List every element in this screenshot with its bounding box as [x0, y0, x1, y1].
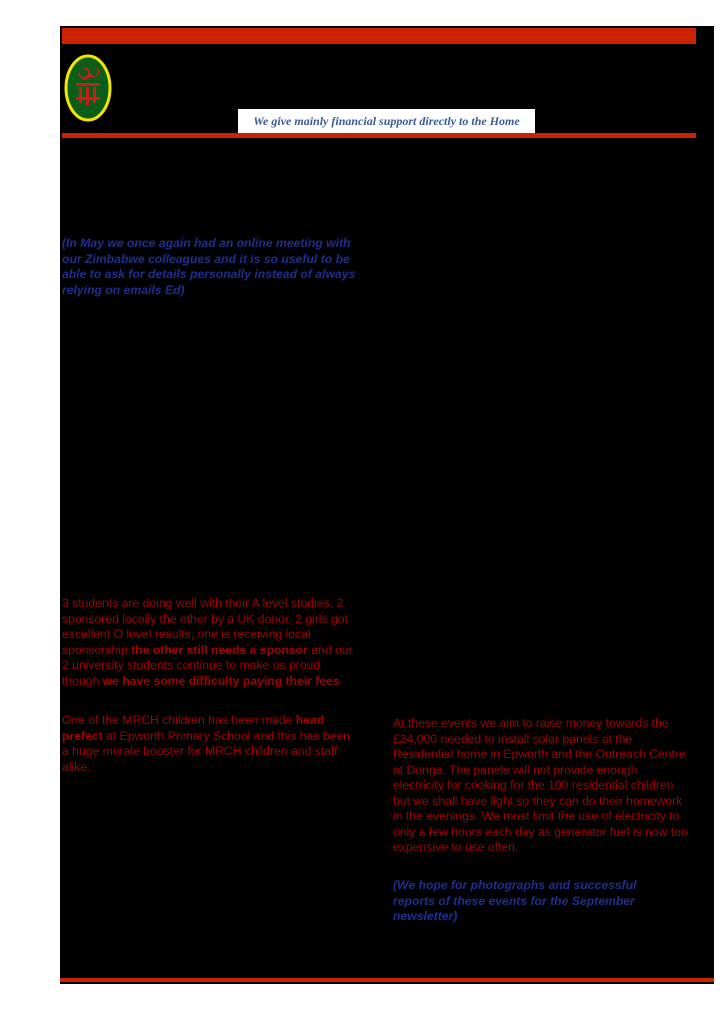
mrch-emblem-icon: [64, 53, 112, 123]
header-top-bar: [62, 28, 696, 44]
online-meeting-note: (In May we once again had an online meeting with our Zimbabwe colleagues and it is so useful to be able to ask for details personally instead of always relying on emails Ed): [62, 236, 356, 297]
footer-rule: [60, 978, 714, 982]
head-prefect-paragraph: One of the MRCH children has been made head prefect at Epworth Primary School and this has been a huge morale booster for MRCH children and staff alike.: [62, 713, 350, 774]
solar-panels-paragraph: At these events we aim to raise money towards the £24,000 needed to install solar panels at the Residential home in Epworth and the Outreach Centre at Donga. The panels will not provide enough electricity for cooking for the 100 residential children but we shall have light so they can do their homework in the evenings. We must limit the use of electricity to only a few hours each day as generator fuel is now too expensive to use often.: [393, 716, 688, 854]
students-paragraph: 3 students are doing well with their A level studies, 2 sponsored locally the other by a UK donor. 2 girls got excellent O level results, one is receiving local sponsorship the other still needs a sponsor and our 2 university students continue to make us proud though we have some difficulty paying their fees: [62, 596, 353, 688]
photos-note: (We hope for photographs and successful reports of these events for the September newsletter): [393, 878, 637, 923]
header-rule: [62, 133, 696, 138]
tagline: We give mainly financial support directly to the Home: [238, 109, 535, 133]
